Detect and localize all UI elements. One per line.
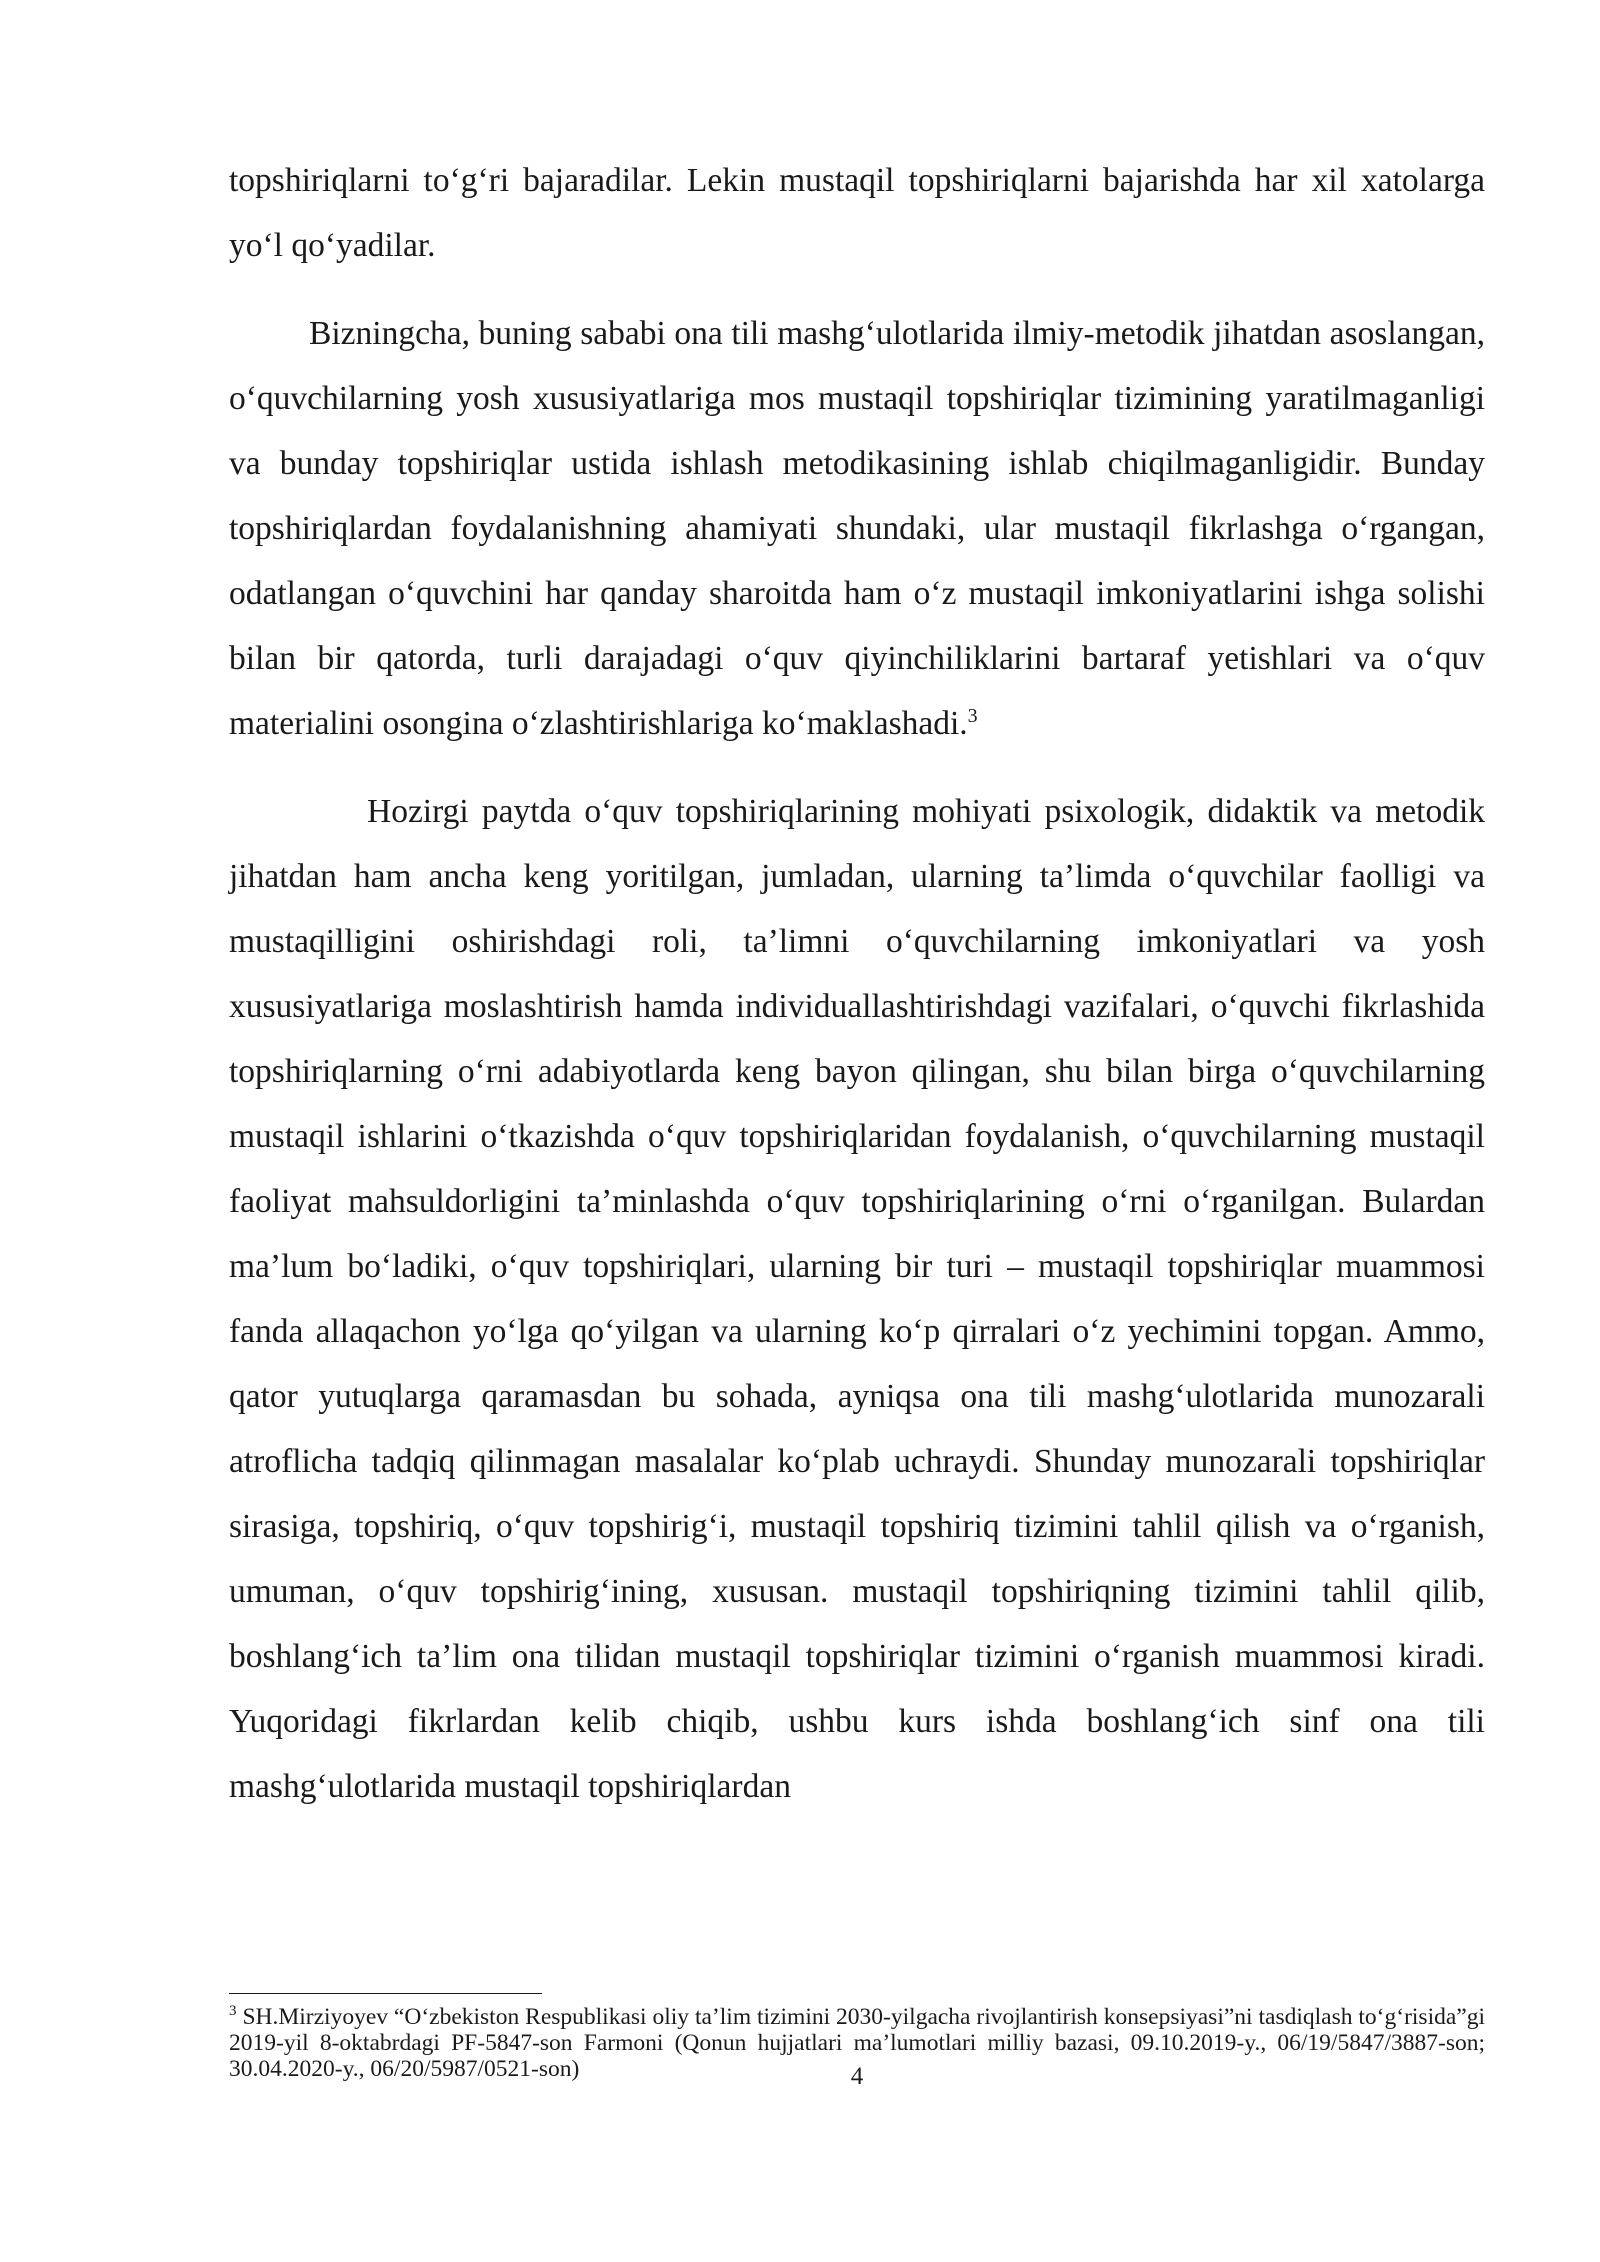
paragraph-text: Bizningcha, buning sababi ona tili mashg‘ulotlarida ilmiy-metodik jihatdan asoslangan, o‘quvchilarning yosh xususiyatlariga mos mustaqil topshiriqlar tizimining yaratilmaganligi va bunday topshiriqlar ustida ishlash metodikasining ishlab chiqilmaganligidir. Bunday topshiriqlardan foydalanishning ahamiyati shundaki, ular mustaqil fikrlashga o‘rgangan, odatlangan o‘quvchini har qanday sharoitda ham o‘z mustaqil imkoniyatlarini ishga solishi bilan bir qatorda, turli darajadagi o‘quv qiyinchiliklarini bartaraf yetishlari va o‘quv materialini osongina o‘zlashtirishlariga ko‘maklashadi. [229,315,1485,742]
paragraph-continuation [229,148,1485,278]
footnote-number: 3 [229,2003,237,2020]
footnote-text: SH.Mirziyoyev “O‘zbekiston Respublikasi oliy ta’lim tizimini 2030-yilgacha rivojlantirish konsepsiyasi”ni tasdiqlash to‘g‘risida”gi 2019-yil 8-oktabrdagi PF-5847-son Farmoni (Qonun hujjatlari ma’lumotlari milliy bazasi, 09.10.2019-y., 06/19/5847/3887-son; 30.04.2020-y., 06/20/5987/0521-son) [229,2004,1486,2082]
paragraph-text: topshiriqlarni to‘g‘ri bajaradilar. Lekin mustaqil topshiriqlarni bajarishda har xil xatolarga yo‘l qo‘yadilar. [229,162,1485,264]
paragraph-text: Hozirgi paytda o‘quv topshiriqlarining mohiyati psixologik, didaktik va metodik jihatdan ham ancha keng yoritilgan, jumladan, ularning ta’limda o‘quvchilar faolligi va mustaqilligini oshirishdagi roli, ta’limni o‘quvchilarning imkoniyatlari va yosh xususiyatlariga moslashtirish hamda individuallashtirishdagi vazifalari, o‘quvchi fikrlashida topshiriqlarning o‘rni adabiyotlarda keng bayon qilingan, shu bilan birga o‘quvchilarning mustaqil ishlarini o‘tkazishda o‘quv topshiriqlaridan foydalanish, o‘quvchilarning mustaqil faoliyat mahsuldorligini ta’minlashda o‘quv topshiriqlarining o‘rni o‘rganilgan. Bulardan ma’lum bo‘ladiki, o‘quv topshiriqlari, ularning bir turi – mustaqil topshiriqlar muammosi fanda allaqachon yo‘lga qo‘yilgan va ularning ko‘p qirralari o‘z yechimini topgan. Ammo, qator yutuqlarga qaramasdan bu sohada, ayniqsa ona tili mashg‘ulotlarida munozarali atroflicha tadqiq qilinmagan masalalar ko‘plab uchraydi. Shunday munozarali topshiriqlar sirasiga, topshiriq, o‘quv topshirig‘i, mustaqil topshiriq tizimini tahlil qilish va o‘rganish, umuman, o‘quv topshirig‘ining, xususan. mustaqil topshiriqning tizimini tahlil qilib, boshlang‘ich ta’lim ona tilidan mustaqil topshiriqlar tizimini o‘rganish muammosi kiradi. Yuqoridagi fikrlardan kelib chiqib, ushbu kurs ishda boshlang‘ich sinf ona tili mashg‘ulotlarida mustaqil topshiriqlardan [229,793,1485,1805]
footnote-reference[interactable]: 3 [967,704,978,727]
body-text [229,148,1485,1819]
footnote-separator [229,1993,542,1994]
page-number: 4 [850,2063,864,2090]
paragraph-reasoning [229,301,1485,756]
paragraph-current-state [229,779,1485,1819]
